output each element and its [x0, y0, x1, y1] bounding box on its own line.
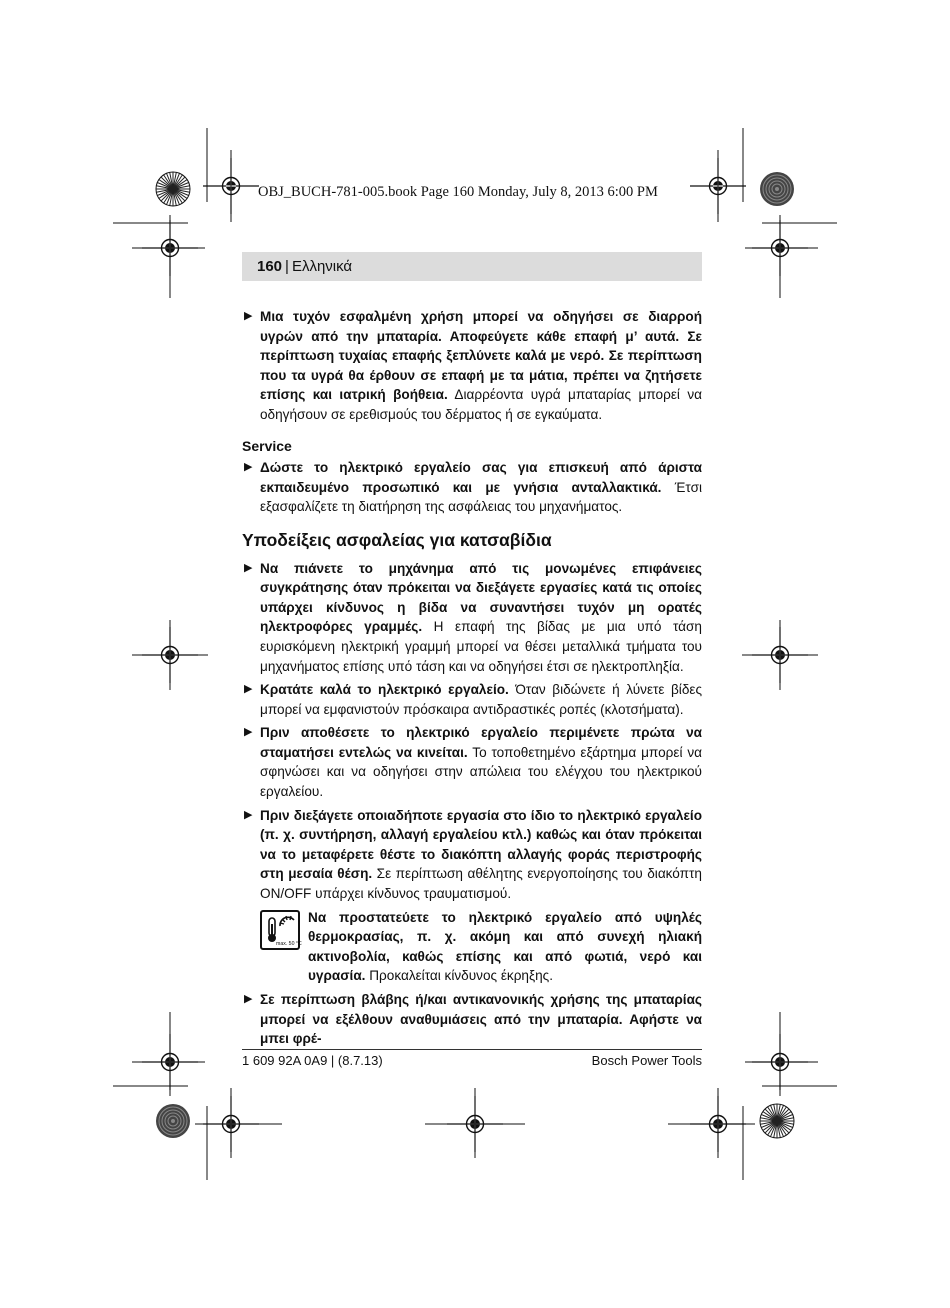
- bullet-bold-text: Κρατάτε καλά το ηλεκτρικό εργαλείο.: [260, 682, 509, 698]
- safety-bullet: [242, 307, 702, 425]
- starburst-target-icon: [760, 1104, 794, 1138]
- section-heading: Υποδείξεις ασφαλείας για κατσαβίδια: [242, 529, 552, 550]
- bullet-normal-text: Η επαφή της βίδας με μια υπό τάση ευρισκόμενη ηλεκτρική γραμμή μπορεί να θέσει μεταλλικά τμήματα του μηχανήματος επίσης υπό τάση και να οδηγήσει έτσι σε ηλεκτροπληξία.: [260, 619, 702, 674]
- safety-bullet: [242, 990, 702, 1049]
- file-header: OBJ_BUCH-781-005.book Page 160 Monday, July 8, 2013 6:00 PM: [258, 184, 658, 200]
- bullet-normal-text: Έτσι εξασφαλίζετε τη διατήρηση της ασφάλειας του μηχανήματος.: [260, 479, 702, 515]
- bullet-bold-text: Πριν αποθέσετε το ηλεκτρικό εργαλείο περιμένετε πρώτα να σταματήσει εντελώς να κινείται.: [260, 725, 702, 760]
- bullet-bold-text: Δώστε το ηλεκτρικό εργαλείο σας για επισκευή από άριστα εκπαιδευμένο προσωπικό και με γνήσια ανταλλακτικά.: [260, 460, 702, 495]
- bullet-arrow-icon: ▶: [244, 310, 253, 322]
- bullet-arrow-icon: ▶: [244, 683, 253, 696]
- warning-normal-text: Προκαλείται κίνδυνος έκρηξης.: [365, 968, 553, 984]
- footer-document-code: 1 609 92A 0A9 | (8.7.13): [242, 1053, 383, 1068]
- safety-bullet: [242, 723, 702, 801]
- page-language: Ελληνικά: [291, 258, 353, 275]
- section-title: Service: [242, 437, 292, 454]
- bullet-bold-text: Μια τυχόν εσφαλμένη χρήση μπορεί να οδηγήσει σε διαρροή υγρών από την μπαταρία. Αποφεύγετε κάθε επαφή μ’ αυτά. Σε περίπτωση τυχαίας επαφής ξεπλύνετε καλά με νερό. Σε περίπτωση που τα υγρά θα έρθουν σε επαφή με τα μάτια, πρέπει να ζητήσετε επίσης και ιατρική βοήθεια.: [260, 309, 702, 403]
- warning-icon-label: max. 50 °C: [276, 940, 302, 947]
- bullet-arrow-icon: ▶: [244, 726, 253, 739]
- bullet-normal-text: Όταν βιδώνετε ή λύνετε βίδες μπορεί να εμφανιστούν πρόσκαιρα αντιδραστικές ροπές (κλοτσήματα).: [260, 682, 702, 717]
- bullet-bold-text: Να πιάνετε το μηχάνημα από τις μονωμένες επιφάνειες συγκράτησης όταν πρόκειται να διεξάγετε εργασίες κατά τις οποίες υπάρχει κίνδυνος η βίδα να συναντήσει τυχόν μη ορατές ηλεκτροφόρες γραμμές.: [260, 560, 702, 635]
- bullet-arrow-icon: ▶: [244, 561, 253, 574]
- safety-bullet: [242, 458, 702, 517]
- bullet-bold-text: Πριν διεξάγετε οποιαδήποτε εργασία στο ίδιο το ηλεκτρικό εργαλείο (π. χ. συντήρηση, αλλαγή εργαλείου κτλ.) καθώς και όταν πρόκειται να το μεταφέρετε θέστε το διακόπτη αλλαγής φοράς περιστροφής στη μεσαία θέση.: [260, 807, 702, 882]
- thermometer-sun-icon: [260, 910, 300, 950]
- bullet-normal-text: Διαρρέοντα υγρά μπαταρίας μπορεί να οδηγήσουν σε ερεθισμούς του δέρματος ή σε εγκαύματα.: [260, 387, 702, 422]
- page-content: [242, 307, 702, 1053]
- safety-bullet: [242, 680, 702, 719]
- page-header-bar: [242, 252, 702, 281]
- warning-bold-text: Να προστατεύετε το ηλεκτρικό εργαλείο από υψηλές θερμοκρασίας, π. χ. ακόμη και από συνεχή ηλιακή ακτινοβολία, καθώς επίσης και από φωτιά, νερό και υγρασία.: [308, 909, 702, 984]
- bullet-arrow-icon: ▶: [244, 461, 253, 474]
- header-separator: |: [285, 258, 289, 275]
- ring-target-icon: [760, 172, 794, 206]
- heat-warning: [260, 908, 702, 986]
- warning-text: [308, 908, 702, 986]
- bullet-normal-text: Σε περίπτωση αθέλητης ενεργοποίησης του διακόπτη ON/OFF υπάρχει κίνδυνος τραυματισμού.: [260, 866, 702, 902]
- footer-brand: Bosch Power Tools: [591, 1053, 702, 1068]
- safety-bullet: [242, 806, 702, 904]
- page-number: 160: [257, 258, 283, 275]
- bullet-arrow-icon: ▶: [244, 993, 253, 1005]
- bullet-arrow-icon: ▶: [244, 808, 253, 821]
- safety-bullet: [242, 559, 702, 677]
- bullet-normal-text: Το τοποθετημένο εξάρτημα μπορεί να σφηνώσει και να οδηγήσει στην απώλεια του ελέγχου του ηλεκτρικού εργαλείου.: [260, 744, 702, 800]
- ring-target-icon: [156, 1104, 190, 1138]
- starburst-target-icon: [156, 172, 190, 206]
- footer-divider: [242, 1049, 702, 1050]
- bullet-bold-text: Σε περίπτωση βλάβης ή/και αντικανονικής χρήσης της μπαταρίας μπορεί να εξέλθουν αναθυμιάσεις από την μπαταρία. Αφήστε να μπει φρέ-: [260, 992, 702, 1047]
